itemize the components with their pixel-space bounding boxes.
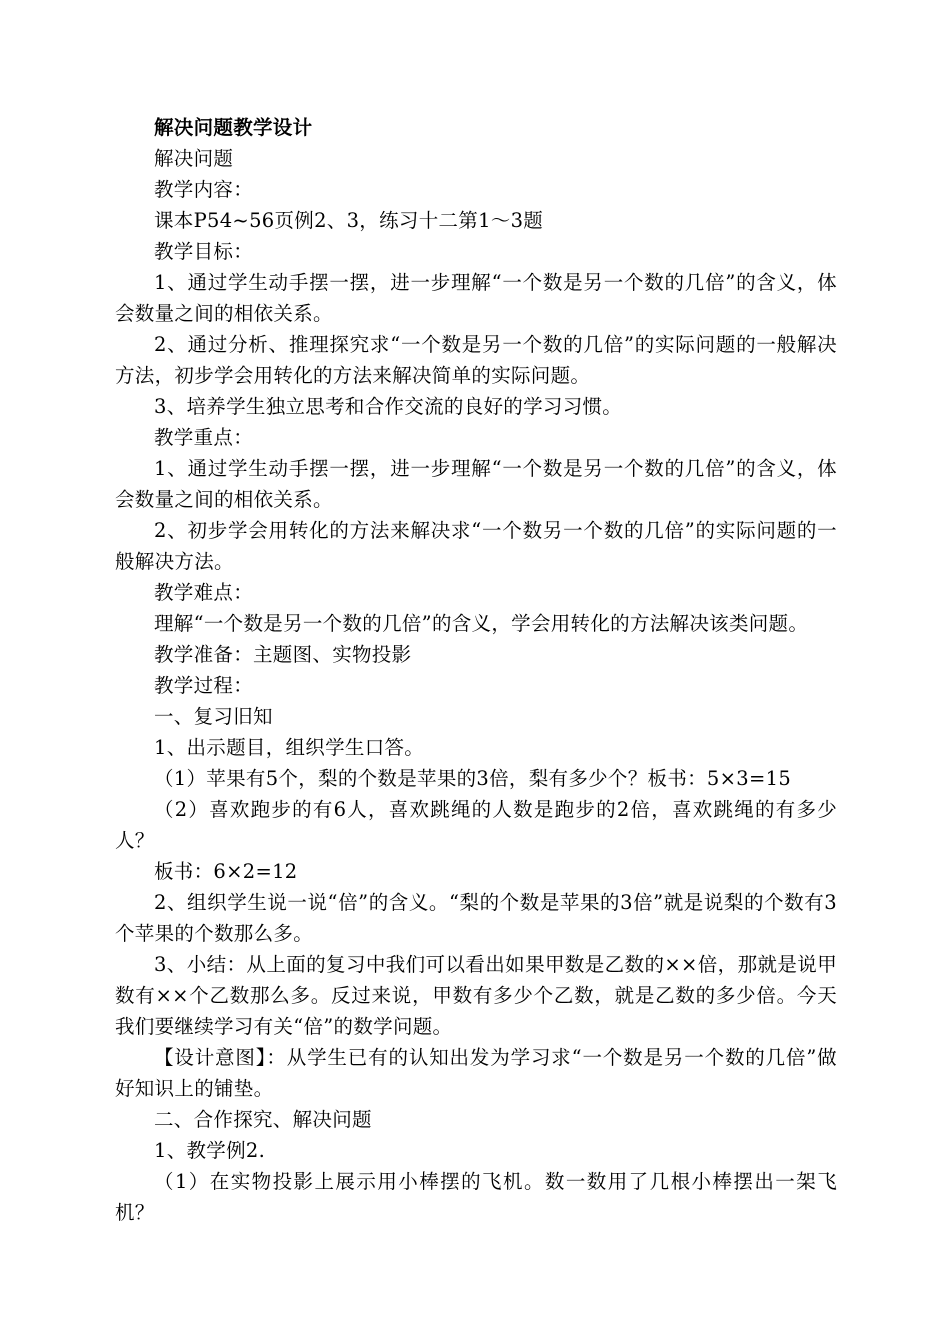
paragraph: 教学重点： (154, 426, 254, 449)
paragraph: （1）在实物投影上展示用小棒摆的飞机。数一数用了几根小棒摆出一架飞机？ (115, 1170, 837, 1224)
paragraph: 2、通过分析、推理探究求“一个数是另一个数的几倍”的实际问题的一般解决方法，初步学会用转化的方法来解决简单的实际问题。 (115, 333, 837, 387)
paragraph: 1、通过学生动手摆一摆，进一步理解“一个数是另一个数的几倍”的含义，体会数量之间的相依关系。 (115, 271, 837, 325)
paragraph: 3、小结：从上面的复习中我们可以看出如果甲数是乙数的××倍，那就是说甲数有××个乙数那么多。反过来说，甲数有多少个乙数，就是乙数的多少倍。今天我们要继续学习有关“倍”的数学问题。 (115, 953, 837, 1038)
paragraph: 教学目标： (154, 240, 254, 263)
paragraph: 3、培养学生独立思考和合作交流的良好的学习习惯。 (154, 395, 623, 418)
paragraph: 1、通过学生动手摆一摆，进一步理解“一个数是另一个数的几倍”的含义，体会数量之间的相依关系。 (115, 457, 837, 511)
paragraph: 【设计意图】：从学生已有的认知出发为学习求“一个数是另一个数的几倍”做好知识上的铺垫。 (115, 1046, 837, 1100)
paragraph: 教学内容： (154, 178, 254, 201)
paragraph: 教学难点： (154, 581, 254, 604)
paragraph: 课本P54~56页例2、3，练习十二第1～3题 (154, 209, 544, 232)
paragraph: 解决问题 (154, 147, 234, 170)
paragraph: 板书：6×2=12 (154, 860, 298, 883)
paragraph: 教学过程： (154, 674, 254, 697)
paragraph: （1）苹果有5个，梨的个数是苹果的3倍，梨有多少个？板书：5×3=15 (154, 767, 792, 790)
paragraph: 理解“一个数是另一个数的几倍”的含义，学会用转化的方法解决该类问题。 (154, 612, 809, 635)
paragraph: 2、组织学生说一说“倍”的含义。“梨的个数是苹果的3倍”就是说梨的个数有3个苹果的个数那么多。 (115, 891, 837, 945)
paragraph: 二、合作探究、解决问题 (154, 1108, 372, 1131)
paragraph: 2、初步学会用转化的方法来解决求“一个数另一个数的几倍”的实际问题的一般解决方法。 (115, 519, 837, 573)
paragraph: 教学准备：主题图、实物投影 (154, 643, 412, 666)
paragraph: 一、复习旧知 (154, 705, 273, 728)
paragraph: 1、教学例2. (154, 1139, 266, 1162)
document-title: 解决问题教学设计 (154, 116, 313, 139)
paragraph: （2）喜欢跑步的有6人，喜欢跳绳的人数是跑步的2倍，喜欢跳绳的有多少人？ (115, 798, 837, 852)
document-body (115, 112, 837, 1228)
paragraph: 1、出示题目，组织学生口答。 (154, 736, 425, 759)
